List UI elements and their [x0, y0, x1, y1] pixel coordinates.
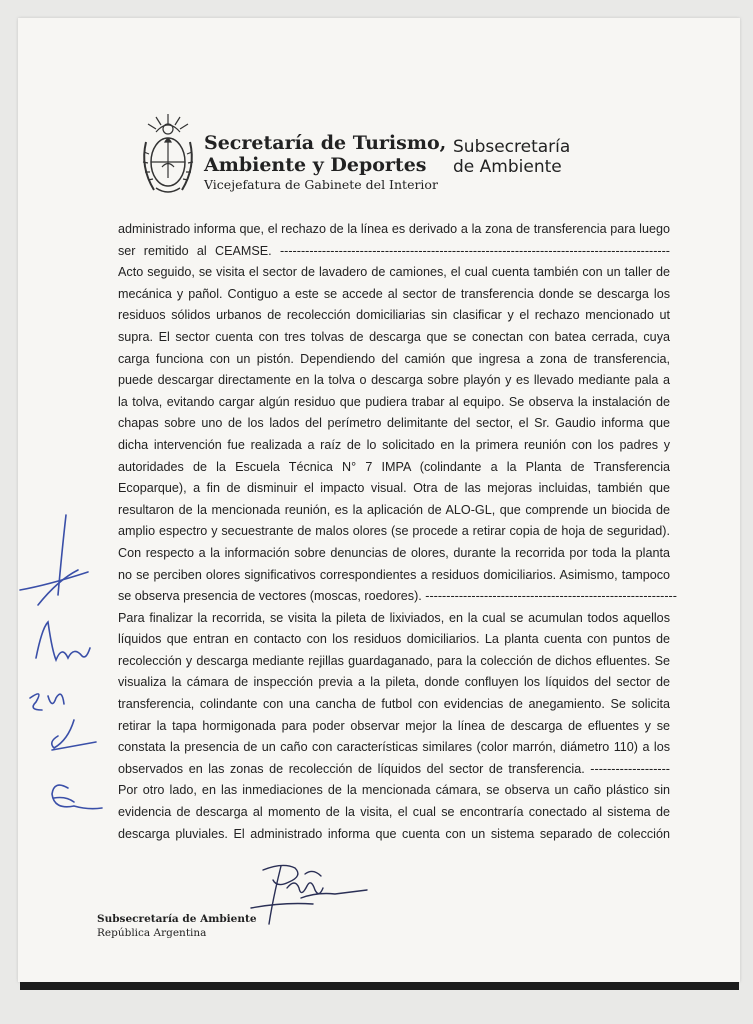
body-line: chapas sobre uno de los lados del perímetro delimitante del sector, el Sr. Gaudio informa que: [118, 416, 670, 431]
body-line: mecánica y pañol. Contiguo a este se accede al sector de transferencia donde se descarga los: [118, 286, 670, 301]
body-line: puede descargar directamente en la tolva o descarga sobre playón y es llevado mediante pala a: [118, 373, 670, 388]
body-line: dicha intervención fue realizada a raíz de lo solicitado en la primera reunión con los padres y: [118, 437, 670, 452]
header-sub-line1: Subsecretaría: [453, 137, 571, 157]
body-line: observados en las zonas de recolección de líquidos del sector de transferencia. -------------------: [118, 761, 670, 776]
body-line: evidencia de descarga al momento de la visita, el cual se encontraría conectado al sistema de: [118, 805, 670, 820]
body-line: Ecoparque), a fin de disminuir el impacto visual. Otra de las mejoras incluidas, también que: [118, 481, 670, 496]
body-line: administrado informa que, el rechazo de la línea es derivado a la zona de transferencia para luego: [118, 222, 670, 236]
body-line: amplio espectro y secuestrante de malos olores (se procede a retirar copia de hoja de seguridad).: [118, 524, 670, 539]
body-line: retirar la tapa hormigonada para poder observar mejor la línea de descarga de efluentes y se: [118, 718, 670, 733]
body-line: Para finalizar la recorrida, se visita la pileta de lixiviados, en la cual se acumulan todos aquellos: [118, 610, 670, 625]
bottom-rule: [20, 982, 739, 990]
footer: [97, 912, 257, 940]
header-org-line3: Vicejefatura de Gabinete del Interior: [204, 177, 438, 192]
body-line: líquidos que entran en contacto con los residuos domiciliarios. La planta cuenta con puntos de: [118, 632, 670, 647]
body-line: Acto seguido, se visita el sector de lavadero de camiones, el cual cuenta también con un taller de: [118, 265, 670, 280]
coat-of-arms-emblem: [138, 112, 198, 200]
margin-initials-signatures: [18, 510, 108, 830]
body-line: visualiza la cámara de inspección previa a la pileta, donde confluyen los líquidos del sector de: [118, 675, 670, 690]
body-line: Con respecto a la información sobre denuncias de olores, durante la recorrida por toda la planta: [118, 545, 670, 560]
body-line: descarga pluviales. El administrado informa que cuenta con un sistema separado de colección: [118, 826, 670, 841]
header-subsecretaria: [453, 137, 570, 177]
body-line: constata la presencia de un caño con características similares (color marrón, diámetro 110) a los: [118, 740, 670, 755]
body-line: no se perciben olores significativos correspondientes a residuos domiciliarios. Asimismo, tampoco: [118, 567, 670, 582]
body-line: supra. El sector cuenta con tres tolvas de descarga que se conectan con batea cerrada, cuya: [118, 329, 670, 344]
body-line: recolección y descarga mediante rejillas guardaganado, para la colección de dichos efluentes. Se: [118, 653, 670, 668]
header-org-line1: Secretaría de Turismo,: [204, 132, 447, 154]
body-line: se observa presencia de vectores (moscas, roedores). ------------------------------------------------------------: [118, 589, 677, 604]
body-line: carga funciona con un pistón. Dependiendo del camión que ingresa a zona de transferencia,: [118, 351, 670, 366]
body-line: residuos sólidos urbanos de recolección domiciliarias sin clasificar y el rechazo mencionado ut: [118, 308, 670, 323]
body-line: Por otro lado, en las inmediaciones de la mencionada cámara, se observa un caño plástico sin: [118, 783, 670, 798]
footer-line1: Subsecretaría de Ambiente: [97, 913, 257, 925]
header-organization: [204, 132, 446, 193]
header-sub-line2: de Ambiente: [453, 157, 562, 177]
body-line: autoridades de la Escuela Técnica N° 7 IMPA (colindante a la Planta de Transferencia: [118, 459, 670, 474]
body-line: ser remitido al CEAMSE. ---------------------------------------------------------------------------------------------: [118, 243, 670, 258]
body-line: transferencia, colindante con una cancha de futbol con evidencias de anegamiento. Se solicita: [118, 697, 670, 712]
body-line: resultaron de la mencionada reunión, es la aplicación de ALO-GL, que comprende un biocida de: [118, 502, 670, 517]
footer-line2: República Argentina: [97, 927, 207, 939]
body-line: la tolva, evitando cargar algún residuo que pudiera trabar al equipo. Se observa la instalación de: [118, 394, 670, 409]
document-body: [118, 219, 677, 845]
handwritten-signature: [243, 858, 373, 928]
header-org-line2: Ambiente y Deportes: [204, 154, 427, 176]
